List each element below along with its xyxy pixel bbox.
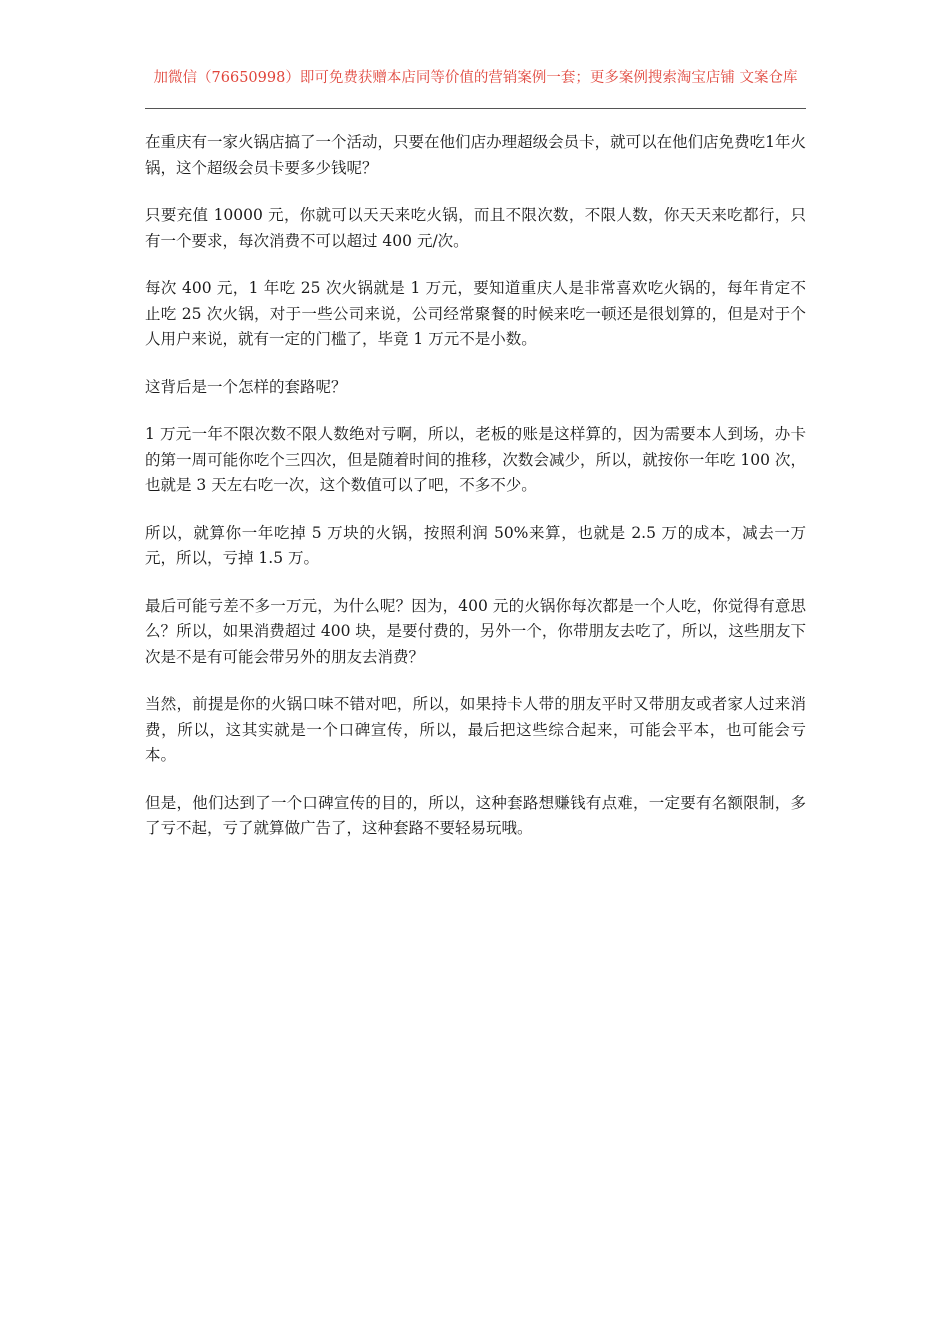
paragraph-4: 这背后是一个怎样的套路呢？ bbox=[145, 377, 347, 396]
document-body bbox=[145, 130, 806, 864]
paragraph-7: 最后可能亏差不多一万元，为什么呢？因为，400 元的火锅你每次都是一个人吃，你觉得有意思么？所以，如果消费超过 400 块，是要付费的，另外一个，你带朋友去吃了，所以，这些朋友下次是不是有可能会带另外的朋友去消费？ bbox=[145, 596, 806, 666]
paragraph-3: 每次 400 元，1 年吃 25 次火锅就是 1 万元，要知道重庆人是非常喜欢吃火锅的，每年肯定不止吃 25 次火锅，对于一些公司来说，公司经常聚餐的时候来吃一顿还是很划算的，但是对于个人用户来说，就有一定的门槛了，毕竟 1 万元不是小数。 bbox=[145, 279, 806, 348]
paragraph-6: 所以，就算你一年吃掉 5 万块的火锅，按照利润 50%来算，也就是 2.5 万的成本，减去一万元，所以，亏掉 1.5 万。 bbox=[145, 523, 806, 567]
page-header: 加微信（76650998）即可免费获赠本店同等价值的营销案例一套；更多案例搜索淘宝店铺 文案仓库 bbox=[153, 70, 798, 86]
paragraph-5: 1 万元一年不限次数不限人数绝对亏啊，所以，老板的账是这样算的，因为需要本人到场，办卡的第一周可能你吃个三四次，但是随着时间的推移，次数会减少，所以，就按你一年吃 100 次，也就是 3 天左右吃一次，这个数值可以了吧，不多不少。 bbox=[145, 425, 806, 494]
paragraph-9: 但是，他们达到了一个口碑宣传的目的，所以，这种套路想赚钱有点难，一定要有名额限制，多了亏不起，亏了就算做广告了，这种套路不要轻易玩哦。 bbox=[145, 793, 806, 837]
paragraph-8: 当然，前提是你的火锅口味不错对吧，所以，如果持卡人带的朋友平时又带朋友或者家人过来消费，所以，这其实就是一个口碑宣传，所以，最后把这些综合起来，可能会平本，也可能会亏本。 bbox=[145, 695, 806, 764]
paragraph-2: 只要充值 10000 元，你就可以天天来吃火锅，而且不限次数，不限人数，你天天来吃都行，只有一个要求，每次消费不可以超过 400 元/次。 bbox=[145, 206, 806, 250]
header-divider bbox=[145, 108, 806, 109]
paragraph-1: 在重庆有一家火锅店搞了一个活动，只要在他们店办理超级会员卡，就可以在他们店免费吃1年火锅，这个超级会员卡要多少钱呢？ bbox=[145, 133, 806, 177]
